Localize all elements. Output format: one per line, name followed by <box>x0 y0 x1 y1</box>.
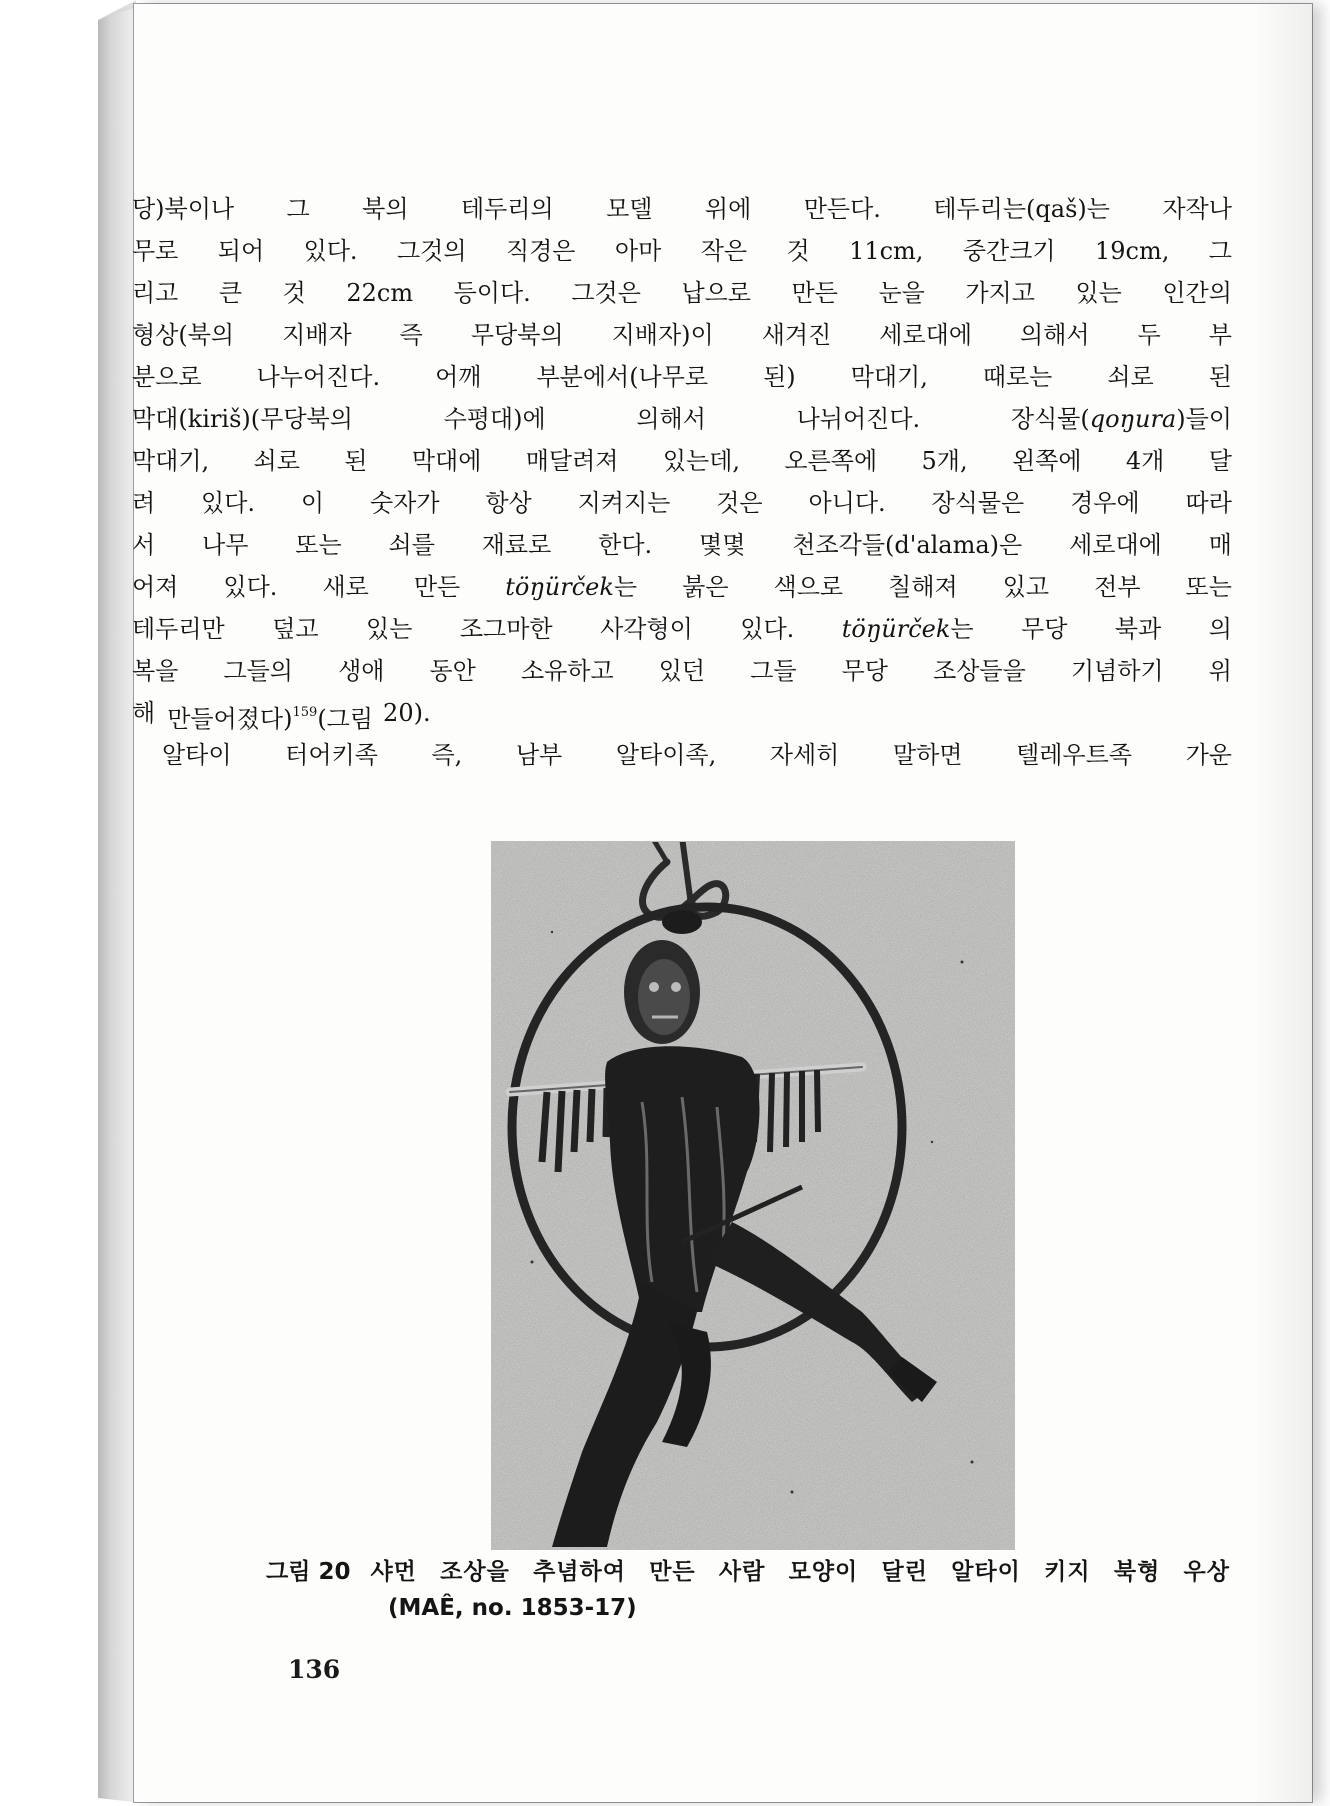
word: 또는 <box>295 531 342 559</box>
word: 것 <box>282 279 306 307</box>
word: 달 <box>1208 447 1232 475</box>
word: 어져 <box>132 573 179 601</box>
text-line-1 <box>132 188 1232 230</box>
word: 지배자 <box>282 321 352 349</box>
word: 동안 <box>429 657 476 685</box>
word: 덮고 <box>272 615 319 643</box>
word: 형상(북의 <box>132 321 235 349</box>
word: 부분에서(나무로 <box>536 363 709 391</box>
word: 테두리만 <box>132 615 225 643</box>
word: 터어키족 <box>285 741 378 769</box>
word: 재료로 <box>481 531 552 559</box>
word: 있는 <box>1075 279 1122 307</box>
word: 큰 <box>218 279 243 307</box>
word: 기념하기 <box>1070 657 1164 685</box>
word-part: 만들어졌다) <box>167 705 293 733</box>
word: 눈을 <box>878 279 925 307</box>
word: 있다. <box>303 237 358 265</box>
figure-caption <box>266 1554 1230 1626</box>
word: 색으로 <box>773 573 844 601</box>
word: 있는데, <box>662 447 741 475</box>
word: 소유하고 <box>520 657 614 685</box>
italic-term: töŋürček <box>505 573 614 601</box>
word: 무로 <box>132 237 179 265</box>
word: 있던 <box>658 657 706 685</box>
word: 5개, <box>921 447 968 475</box>
word: 새로 <box>322 573 369 601</box>
word: 복을 <box>132 657 179 685</box>
word: 것은 <box>716 489 763 517</box>
word: 리고 <box>132 279 179 307</box>
word: 텔레우트족 <box>1016 741 1132 769</box>
word: 그것은 <box>571 279 641 307</box>
word: 자세히 <box>769 741 840 769</box>
word: 나뉘어진다. <box>796 405 921 433</box>
word: 알타이족, <box>615 741 717 769</box>
text-line-4 <box>132 314 1232 356</box>
italic-term: qoŋura <box>1089 405 1177 433</box>
word: 쇠를 <box>388 531 435 559</box>
word: 해 <box>132 699 156 727</box>
word: 때로는 <box>982 363 1053 391</box>
word: 11cm, <box>849 237 924 265</box>
word: 인간의 <box>1162 279 1232 307</box>
text-line-3 <box>132 272 1232 314</box>
text-line-8 <box>132 482 1232 524</box>
word-part: 는 <box>950 615 974 643</box>
word: 부 <box>1208 321 1232 349</box>
word: 칠해져 <box>888 573 958 601</box>
word: 있는 <box>366 615 413 643</box>
word: 의 <box>1208 615 1232 643</box>
word: 붉은 <box>682 573 729 601</box>
text-line-12 <box>132 650 1232 692</box>
word: 19cm, <box>1095 237 1170 265</box>
word: 무당북의 <box>470 321 564 349</box>
text-line-9 <box>132 524 1232 566</box>
word: 말하면 <box>892 741 963 769</box>
word: 테두리의 <box>460 195 554 223</box>
word: 아마 <box>614 237 662 265</box>
text-line-7 <box>132 440 1232 482</box>
word: 납으로 <box>681 279 751 307</box>
word: 수평대)에 <box>443 405 546 433</box>
word: 오른쪽에 <box>784 447 878 475</box>
word: 매달려져 <box>525 447 619 475</box>
word: 등이다. <box>453 279 531 307</box>
word: 무당 <box>1021 615 1068 643</box>
word: 나누어진다. <box>256 363 381 391</box>
word: 그들 <box>750 657 797 685</box>
word: 새겨진 <box>761 321 832 349</box>
word: 한다. <box>598 531 653 559</box>
word: 조상들을 <box>933 657 1026 685</box>
word: 세로대에 <box>879 321 973 349</box>
word: 모델 <box>606 195 653 223</box>
word: 만든 <box>791 279 838 307</box>
word: 그들의 <box>223 657 293 685</box>
italic-term: töŋürček <box>841 615 951 643</box>
word: 의해서 <box>636 405 706 433</box>
body-text <box>132 188 1232 776</box>
word: 북의 <box>362 195 409 223</box>
word: 막대(kiriš)(무당북의 <box>132 405 353 433</box>
page-shadow <box>1252 4 1312 1802</box>
word: 장식물은 <box>931 489 1025 517</box>
word: 아니다. <box>808 489 886 517</box>
word: 막대에 <box>411 447 482 475</box>
word: 것 <box>786 237 810 265</box>
word: 지켜지는 <box>577 489 671 517</box>
word: 이 <box>300 489 325 517</box>
word: 테두리는(qaš)는 <box>933 195 1110 223</box>
book-spine-edge <box>98 8 134 1802</box>
word: 작은 <box>700 237 748 265</box>
word: 된) <box>763 363 796 391</box>
text-line-10 <box>132 566 1232 608</box>
figure-photo <box>491 841 1015 1550</box>
word-part: 는 <box>613 573 638 601</box>
word: 또는 <box>1185 573 1232 601</box>
word: 알타이 <box>162 741 232 769</box>
word <box>167 692 373 734</box>
word: 막대기, <box>850 363 928 391</box>
word: 경우에 <box>1070 489 1140 517</box>
word: 있다. <box>201 489 256 517</box>
word: 그것의 <box>396 237 467 265</box>
word: 항상 <box>485 489 532 517</box>
word: 20). <box>383 699 431 727</box>
text-line-6 <box>132 398 1232 440</box>
word: 즉, <box>431 741 463 769</box>
word: 자작나 <box>1162 195 1232 223</box>
caption-label: 그림 20 <box>266 1559 351 1585</box>
word: 숫자가 <box>369 489 440 517</box>
word: 막대기, <box>132 447 210 475</box>
word: 지배자)이 <box>611 321 714 349</box>
word: 쇠로 <box>253 447 300 475</box>
word: 어깨 <box>435 363 482 391</box>
word: 직경은 <box>505 237 576 265</box>
word: 조그마한 <box>459 615 553 643</box>
word-part: )들이 <box>1176 405 1232 433</box>
word: 4개 <box>1125 447 1165 475</box>
word <box>1011 398 1232 440</box>
word: 있고 <box>1002 573 1050 601</box>
text-line-14 <box>132 734 1232 776</box>
word: 위 <box>1208 657 1232 685</box>
word: 무당 <box>841 657 888 685</box>
word: 쇠로 <box>1107 363 1154 391</box>
word: 되어 <box>217 237 265 265</box>
word: 위에 <box>704 195 752 223</box>
word: 당)북이나 <box>132 195 235 223</box>
word: 가운 <box>1185 741 1232 769</box>
word: 있다. <box>223 573 278 601</box>
word: 만든 <box>413 573 461 601</box>
caption-line-1 <box>266 1554 1230 1590</box>
word: 전부 <box>1094 573 1141 601</box>
word: 매 <box>1208 531 1232 559</box>
word: 그 <box>1208 237 1232 265</box>
text-line-2 <box>132 230 1232 272</box>
caption-line-2: (MAÊ, no. 1853-17) <box>388 1595 637 1621</box>
word: 된 <box>1208 363 1232 391</box>
word <box>505 566 637 608</box>
page-number: 136 <box>288 1655 341 1684</box>
word: 왼쪽에 <box>1011 447 1082 475</box>
word: 즉 <box>399 321 423 349</box>
word: 나무 <box>202 531 249 559</box>
word: 따라 <box>1185 489 1232 517</box>
word: 두 <box>1137 321 1161 349</box>
word: 22cm <box>346 279 414 307</box>
word: 남부 <box>515 741 563 769</box>
word: 중간크기 <box>962 237 1056 265</box>
word: 만든다. <box>803 195 881 223</box>
word: 몇몇 <box>699 531 746 559</box>
word: 북과 <box>1114 615 1162 643</box>
word: 서 <box>132 531 156 559</box>
word <box>842 608 974 650</box>
text-line-13 <box>132 692 1232 734</box>
word: 된 <box>344 447 368 475</box>
footnote-ref: 159 <box>292 705 318 720</box>
caption-text: 샤먼 조상을 추념하여 만든 사람 모양이 달린 알타이 키지 북형 우상 <box>370 1559 1230 1585</box>
word: 천조각들(d'alama)은 <box>792 531 1023 559</box>
word-part: (그림 <box>317 705 374 733</box>
word: 생애 <box>338 657 385 685</box>
word: 가지고 <box>965 279 1035 307</box>
word-part: 장식물( <box>1010 405 1090 433</box>
drum-idol-illustration <box>492 842 1014 1549</box>
text-line-5 <box>132 356 1232 398</box>
word: 사각형이 <box>600 615 693 643</box>
word: 의해서 <box>1020 321 1090 349</box>
word: 세로대에 <box>1069 531 1162 559</box>
word: 있다. <box>740 615 795 643</box>
word: 분으로 <box>132 363 202 391</box>
word: 려 <box>132 489 156 517</box>
text-line-11 <box>132 608 1232 650</box>
word: 그 <box>286 195 310 223</box>
